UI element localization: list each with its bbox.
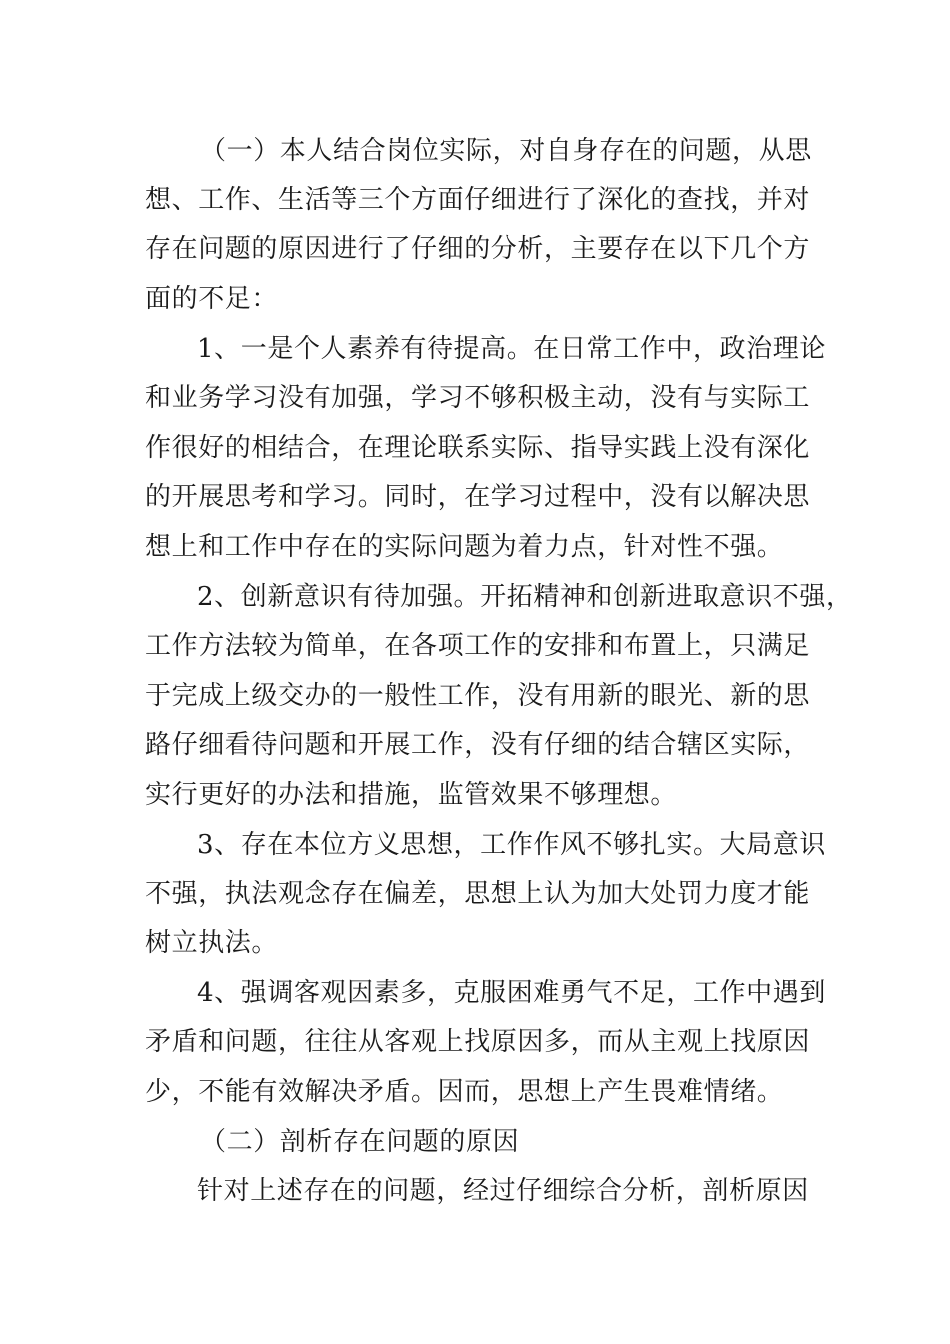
text-line: 3、存在本位方义思想，工作作风不够扎实。大局意识	[197, 830, 826, 860]
text-line: 和业务学习没有加强，学习不够积极主动，没有与实际工	[145, 383, 811, 413]
text-line: 不强，执法观念存在偏差，思想上认为加大处罚力度才能	[145, 879, 811, 909]
text-line: 2、创新意识有待加强。开拓精神和创新进取意识不强，	[197, 582, 853, 612]
text-line: 矛盾和问题，往往从客观上找原因多，而从主观上找原因	[145, 1027, 811, 1057]
text-line: 想上和工作中存在的实际问题为着力点，针对性不强。	[145, 532, 784, 562]
text-line: 少，不能有效解决矛盾。因而，思想上产生畏难情绪。	[145, 1077, 784, 1107]
text-line: 路仔细看待问题和开展工作，没有仔细的结合辖区实际，	[145, 730, 811, 760]
text-line: 树立执法。	[145, 928, 279, 958]
text-line: 1、一是个人素养有待提高。在日常工作中，政治理论	[197, 334, 826, 364]
text-line: 实行更好的办法和措施，监管效果不够理想。	[145, 780, 678, 810]
text-line: 4、强调客观因素多，克服困难勇气不足，工作中遇到	[197, 978, 826, 1008]
text-line: 工作方法较为简单，在各项工作的安排和布置上，只满足	[145, 631, 811, 661]
text-line: 想、工作、生活等三个方面仔细进行了深化的查找，并对	[145, 185, 811, 215]
text-line: 针对上述存在的问题，经过仔细综合分析，剖析原因	[197, 1176, 809, 1206]
text-line: 存在问题的原因进行了仔细的分析，主要存在以下几个方	[145, 234, 811, 264]
text-line: 作很好的相结合，在理论联系实际、指导实践上没有深化	[145, 433, 811, 463]
text-line: 面的不足：	[145, 284, 279, 314]
text-line: 于完成上级交办的一般性工作，没有用新的眼光、新的思	[145, 681, 811, 711]
section-heading: （二）剖析存在问题的原因	[200, 1127, 520, 1157]
text-line: （一）本人结合岗位实际，对自身存在的问题，从思	[200, 136, 812, 166]
text-line: 的开展思考和学习。同时，在学习过程中，没有以解决思	[145, 482, 811, 512]
